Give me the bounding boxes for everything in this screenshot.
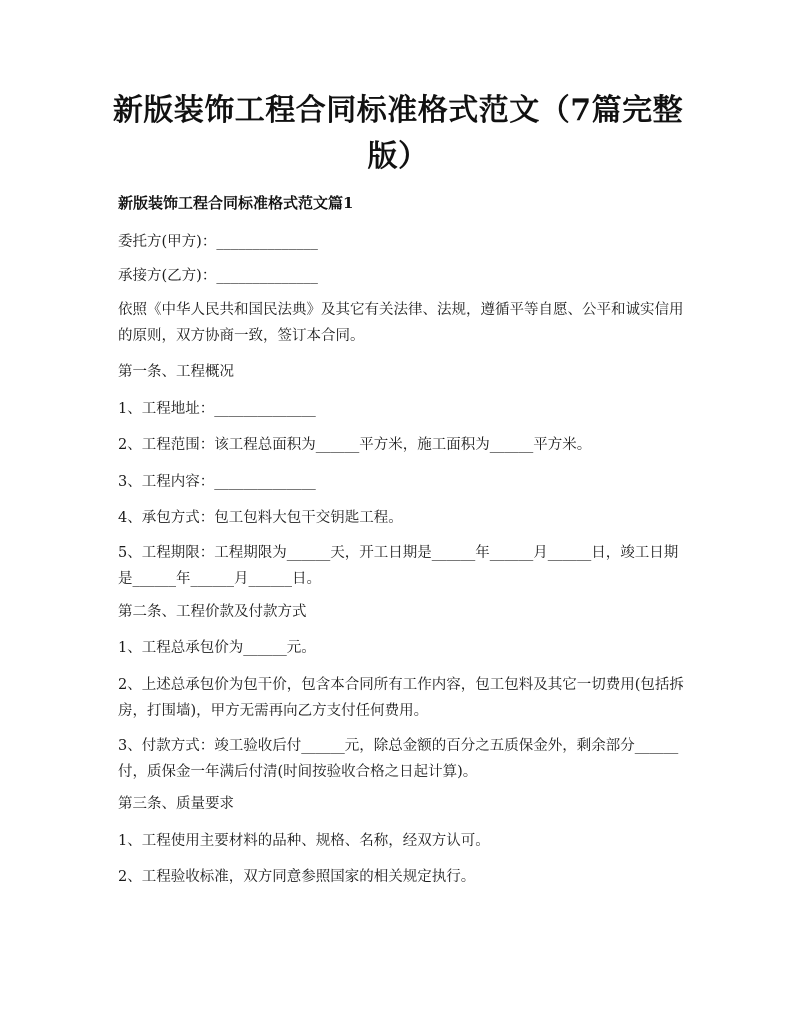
clause-3-1: 1、工程使用主要材料的品种、规格、名称，经双方认可。 [118, 833, 490, 849]
clause-3-2: 2、工程验收标准，双方同意参照国家的相关规定执行。 [118, 869, 476, 885]
section-subtitle: 新版装饰工程合同标准格式范文篇1 [118, 194, 354, 212]
article-2-heading: 第二条、工程价款及付款方式 [118, 604, 307, 620]
party-b-line: 承接方(乙方)：______________ [118, 268, 318, 284]
clause-2-2: 2、上述总承包价为包干价，包含本合同所有工作内容，包工包料及其它一切费用(包括拆房，打围墙)，甲方无需再向乙方支付任何费用。 [118, 677, 684, 719]
clause-1-3: 3、工程内容：______________ [118, 474, 316, 490]
article-1-heading: 第一条、工程概况 [118, 364, 234, 380]
clause-1-4: 4、承包方式：包工包料大包干交钥匙工程。 [118, 510, 403, 526]
document-title: 新版装饰工程合同标准格式范文（7篇完整版） [112, 93, 684, 174]
clause-1-2: 2、工程范围：该工程总面积为______平方米，施工面积为______平方米。 [118, 437, 592, 453]
article-3-heading: 第三条、质量要求 [118, 796, 234, 812]
clause-1-1: 1、工程地址：______________ [118, 401, 316, 417]
clause-2-3: 3、付款方式：竣工验收后付______元，除总金额的百分之五质保金外，剩余部分______付，质保金一年满后付清(时间按验收合格之日起计算)。 [118, 738, 679, 780]
preamble-paragraph: 依照《中华人民共和国民法典》及其它有关法律、法规，遵循平等自愿、公平和诚实信用的原则，双方协商一致，签订本合同。 [118, 302, 684, 344]
party-a-line: 委托方(甲方)：______________ [118, 234, 318, 250]
clause-2-1: 1、工程总承包价为______元。 [118, 640, 316, 656]
clause-1-5: 5、工程期限：工程期限为______天，开工日期是______年______月______日，竣工日期是______年______月______日。 [118, 545, 679, 587]
